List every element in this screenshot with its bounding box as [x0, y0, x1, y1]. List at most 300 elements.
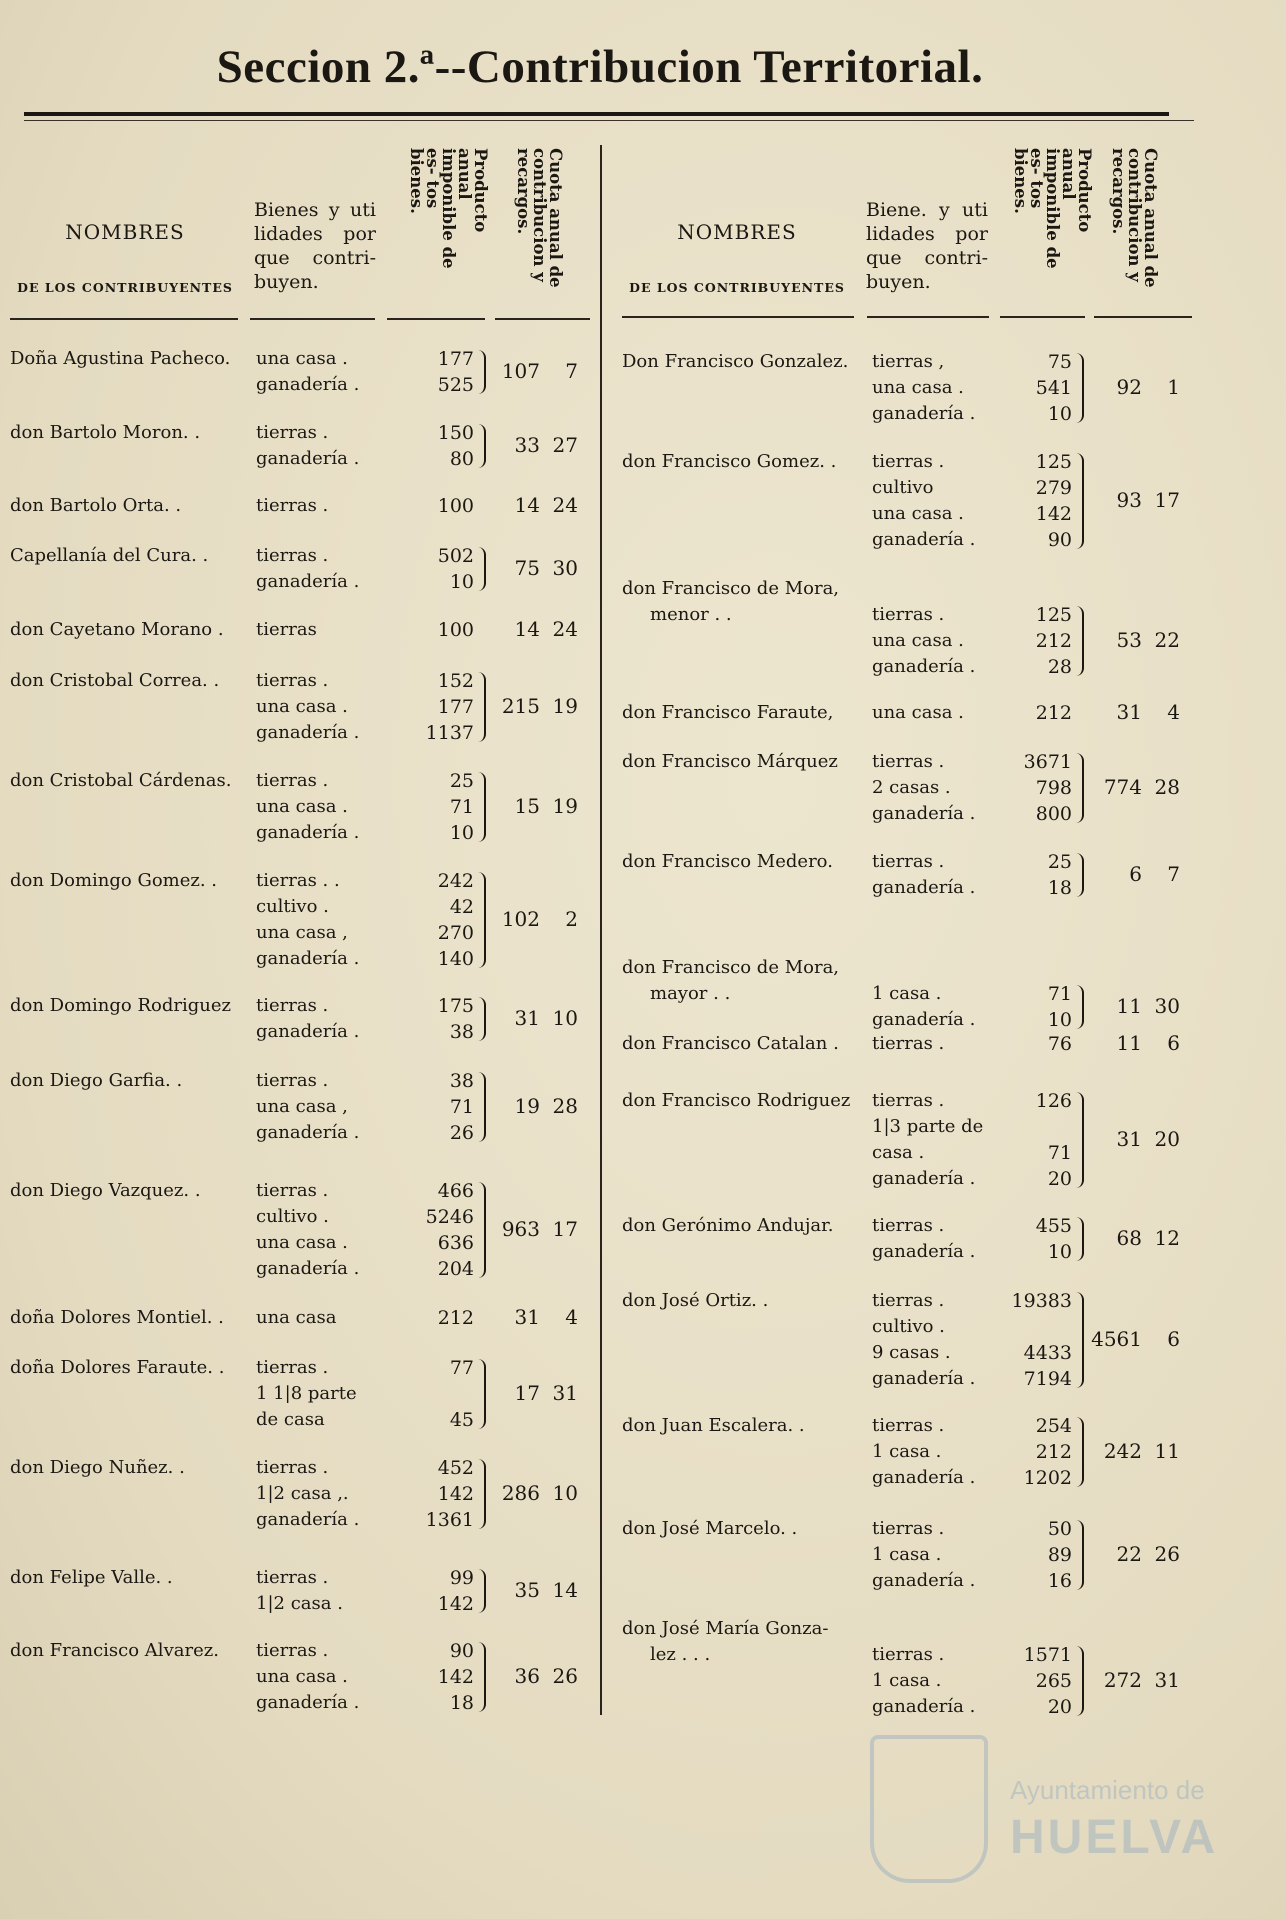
product-value: 10	[1047, 1009, 1072, 1031]
product-value: 212	[1035, 1441, 1072, 1463]
page-title: Seccion 2.ª--Contribucion Territorial.	[216, 41, 984, 93]
property-item: tierras .	[256, 1567, 329, 1588]
annual-quota	[478, 1006, 578, 1030]
watermark-line2: HUELVA	[1010, 1811, 1219, 1864]
annual-quota	[478, 1305, 578, 1329]
property-list	[256, 543, 359, 595]
contributor-name: don Francisco Márquez	[622, 751, 838, 772]
product-value: 152	[437, 670, 474, 692]
header-contribuyentes: DE LOS CONTRIBUYENTES	[629, 280, 845, 295]
product-value: 140	[437, 948, 474, 970]
coat-of-arms-icon	[870, 1735, 988, 1883]
product-value: 525	[437, 374, 474, 396]
quota-pesos: 53	[1116, 628, 1142, 652]
product-value: 466	[437, 1180, 474, 1202]
product-values	[404, 1638, 474, 1716]
property-item: cultivo .	[872, 1316, 945, 1337]
quota-reales: 31	[1154, 1668, 1180, 1692]
quota-reales: 19	[552, 794, 578, 818]
quota-reales: 7	[1167, 862, 1180, 886]
product-value: 71	[449, 1096, 474, 1118]
property-list	[872, 1288, 975, 1392]
quota-pesos: 102	[501, 907, 540, 931]
quota-pesos: 6	[1129, 862, 1142, 886]
product-value: 5246	[425, 1206, 474, 1228]
product-values	[404, 420, 474, 472]
property-list	[256, 1565, 343, 1617]
header-underline	[622, 316, 854, 318]
annual-quota	[1080, 1226, 1180, 1250]
product-value: 1571	[1023, 1644, 1072, 1666]
product-values	[404, 1355, 474, 1433]
quota-reales: 20	[1154, 1127, 1180, 1151]
property-item: ganadería .	[256, 948, 360, 969]
property-item: 9 casas .	[872, 1342, 951, 1363]
property-item: cultivo .	[256, 1206, 329, 1227]
annual-quota	[478, 907, 578, 931]
property-item: cultivo .	[256, 896, 329, 917]
product-value: 541	[1035, 377, 1072, 399]
product-values	[1002, 1088, 1072, 1192]
product-value: 800	[1035, 803, 1072, 825]
property-list	[872, 1642, 975, 1720]
contributor-name: don Francisco Rodriguez	[622, 1090, 851, 1111]
contributor-name: don Francisco Catalan .	[622, 1033, 839, 1054]
quota-pesos: 22	[1116, 1542, 1142, 1566]
watermark	[870, 1725, 1219, 1915]
property-item: ganadería .	[256, 448, 360, 469]
header-bienes: Bienes y uti lidades por que contri- buyen.	[254, 199, 376, 293]
product-values	[1002, 1516, 1072, 1594]
property-item: tierras .	[256, 1357, 329, 1378]
product-value: 90	[449, 1640, 474, 1662]
annual-quota	[478, 1094, 578, 1118]
header-underline	[1000, 316, 1085, 318]
contributor-name-cont: lez . . .	[650, 1644, 711, 1665]
quota-pesos: 19	[514, 1094, 540, 1118]
quota-pesos: 11	[1116, 1031, 1142, 1055]
quota-reales: 6	[1167, 1327, 1180, 1351]
quota-reales: 28	[1154, 775, 1180, 799]
quota-pesos: 215	[501, 694, 540, 718]
contributor-name: Capellanía del Cura. .	[10, 545, 209, 566]
product-values	[404, 1305, 474, 1331]
property-item: ganadería .	[872, 656, 976, 677]
property-list	[256, 1178, 359, 1282]
property-item: ganadería .	[256, 374, 360, 395]
property-item: ganadería .	[256, 722, 360, 743]
property-list	[256, 993, 359, 1045]
property-item: 1 casa .	[872, 983, 942, 1004]
product-value: 142	[437, 1666, 474, 1688]
quota-pesos: 242	[1103, 1439, 1142, 1463]
property-item: ganadería .	[872, 803, 976, 824]
quota-pesos: 4561	[1091, 1327, 1142, 1351]
property-list	[872, 349, 975, 427]
contributor-name: don José María Gonza-	[622, 1618, 829, 1639]
quota-pesos: 75	[514, 556, 540, 580]
product-values	[404, 1565, 474, 1617]
quota-reales: 14	[552, 1578, 578, 1602]
property-list	[872, 1031, 944, 1057]
property-item: tierras .	[872, 1090, 945, 1111]
property-item: tierras .	[256, 495, 329, 516]
header-underline	[867, 316, 989, 318]
property-item: 1 casa .	[872, 1544, 942, 1565]
property-list	[256, 1305, 336, 1331]
product-value: 142	[1035, 503, 1072, 525]
annual-quota	[1080, 862, 1180, 886]
property-item: tierras .	[256, 422, 329, 443]
product-value: 125	[1035, 451, 1072, 473]
quota-pesos: 31	[514, 1305, 540, 1329]
product-value: 100	[437, 619, 474, 641]
header-producto-cell	[407, 148, 490, 308]
quota-reales: 1	[1167, 375, 1180, 399]
product-value: 42	[449, 896, 474, 918]
product-value: 18	[449, 1692, 474, 1714]
contributor-name: don Diego Nuñez. .	[10, 1457, 185, 1478]
property-item: una casa .	[872, 377, 964, 398]
product-values	[404, 1068, 474, 1146]
quota-reales: 10	[552, 1006, 578, 1030]
annual-quota	[478, 1381, 578, 1405]
product-value: 455	[1035, 1215, 1072, 1237]
quota-pesos: 14	[514, 617, 540, 641]
quota-reales: 24	[552, 493, 578, 517]
header-contribuyentes: DE LOS CONTRIBUYENTES	[17, 280, 233, 295]
annual-quota	[1080, 1031, 1180, 1055]
product-value: 254	[1035, 1415, 1072, 1437]
product-values	[1002, 1413, 1072, 1491]
product-value: 150	[437, 422, 474, 444]
product-value: 71	[449, 796, 474, 818]
contributor-name: doña Dolores Montiel. .	[10, 1307, 224, 1328]
property-item: ganadería .	[872, 1368, 976, 1389]
contributor-name: don Bartolo Moron. .	[10, 422, 201, 443]
header-producto: Producto anual imponible de es- tos bienes.	[407, 148, 490, 269]
right-header	[622, 140, 1202, 320]
quota-pesos: 31	[1116, 700, 1142, 724]
header-underline	[1094, 316, 1192, 318]
quota-reales: 17	[1154, 488, 1180, 512]
product-values	[1002, 602, 1072, 680]
header-cuota: Cuota anual de contribucion y recargos.	[514, 148, 565, 288]
property-list	[872, 849, 975, 901]
product-value: 28	[1047, 656, 1072, 678]
quota-pesos: 31	[514, 1006, 540, 1030]
quota-pesos: 272	[1103, 1668, 1142, 1692]
quota-pesos: 35	[514, 1578, 540, 1602]
property-item: una casa .	[872, 702, 964, 723]
product-value: 75	[1047, 351, 1072, 373]
product-value: 10	[1047, 403, 1072, 425]
header-nombres: NOMBRES	[65, 220, 185, 244]
quota-reales: 30	[552, 556, 578, 580]
product-value: 142	[437, 1593, 474, 1615]
product-values	[1002, 1213, 1072, 1265]
title-rule-thin	[24, 120, 1194, 121]
product-values	[1002, 1031, 1072, 1057]
annual-quota	[1080, 775, 1180, 799]
product-value: 16	[1047, 1570, 1072, 1592]
property-item: tierras . .	[256, 870, 340, 891]
property-list	[256, 1638, 359, 1716]
product-value: 77	[449, 1357, 474, 1379]
product-values	[404, 493, 474, 519]
quota-reales: 4	[1167, 700, 1180, 724]
product-value: 212	[1035, 702, 1072, 724]
property-item: tierras .	[872, 1215, 945, 1236]
property-item: ganadería .	[872, 1241, 976, 1262]
property-item: tierras .	[872, 604, 945, 625]
product-values	[404, 668, 474, 746]
quota-reales: 7	[565, 359, 578, 383]
contributor-name: don Francisco de Mora,	[622, 578, 840, 599]
annual-quota	[1080, 1127, 1180, 1151]
property-item: una casa .	[256, 1666, 348, 1687]
property-list	[872, 749, 975, 827]
contributor-name: Doña Agustina Pacheco.	[10, 348, 231, 369]
product-value	[1002, 1314, 1072, 1340]
product-value: 18	[1047, 877, 1072, 899]
quota-reales: 2	[565, 907, 578, 931]
property-list	[872, 1213, 975, 1265]
product-value: 100	[437, 495, 474, 517]
product-values	[1002, 981, 1072, 1033]
product-value: 177	[437, 348, 474, 370]
quota-pesos: 963	[501, 1217, 540, 1241]
annual-quota	[1080, 700, 1180, 724]
property-item: tierras .	[256, 545, 329, 566]
property-item: de casa	[256, 1409, 325, 1430]
product-value	[404, 1381, 474, 1407]
contributor-name: don Domingo Rodriguez	[10, 995, 231, 1016]
property-item: 1 1|8 parte	[256, 1383, 357, 1404]
product-value: 175	[437, 995, 474, 1017]
quota-reales: 26	[552, 1664, 578, 1688]
quota-pesos: 17	[514, 1381, 540, 1405]
product-value: 177	[437, 696, 474, 718]
product-value: 7194	[1023, 1368, 1072, 1390]
product-value: 212	[437, 1307, 474, 1329]
property-item: tierras .	[872, 1644, 945, 1665]
property-item: una casa ,	[256, 922, 348, 943]
product-value: 99	[449, 1567, 474, 1589]
property-item: una casa .	[256, 796, 348, 817]
product-value: 212	[1035, 630, 1072, 652]
annual-quota	[1080, 1668, 1180, 1692]
header-underline	[10, 318, 238, 320]
contributor-name: don Felipe Valle. .	[10, 1567, 173, 1588]
product-values	[404, 617, 474, 643]
property-list	[256, 1455, 359, 1533]
header-nombres: NOMBRES	[677, 220, 797, 244]
property-item: ganadería .	[872, 403, 976, 424]
property-list	[256, 1355, 357, 1433]
product-values	[1002, 449, 1072, 553]
product-values	[404, 346, 474, 398]
annual-quota	[478, 1664, 578, 1688]
property-item: tierras .	[872, 451, 945, 472]
contributor-name: don José Marcelo. .	[622, 1518, 798, 1539]
contributor-name: don Francisco Faraute,	[622, 702, 834, 723]
product-value: 1361	[425, 1509, 474, 1531]
property-list	[872, 602, 975, 680]
product-value: 3671	[1023, 751, 1072, 773]
product-values	[404, 768, 474, 846]
contributor-name: don Domingo Gomez. .	[10, 870, 218, 891]
product-values	[404, 993, 474, 1045]
property-list	[872, 700, 964, 726]
quota-pesos: 68	[1116, 1226, 1142, 1250]
property-item: una casa	[256, 1307, 337, 1328]
property-item: ganadería .	[872, 877, 976, 898]
property-item: 2 casas .	[872, 777, 951, 798]
product-value: 798	[1035, 777, 1072, 799]
property-item: 1 casa .	[872, 1441, 942, 1462]
contributor-name: don Diego Garfia. .	[10, 1070, 183, 1091]
annual-quota	[478, 694, 578, 718]
contributor-name: don Francisco de Mora,	[622, 957, 840, 978]
property-list	[256, 493, 328, 519]
annual-quota	[478, 1578, 578, 1602]
contributor-name: don Juan Escalera. .	[622, 1415, 805, 1436]
product-value: 10	[1047, 1241, 1072, 1263]
property-item: 1|2 casa ,.	[256, 1483, 349, 1504]
product-value: 142	[437, 1483, 474, 1505]
annual-quota	[478, 359, 578, 383]
product-value: 126	[1035, 1090, 1072, 1112]
contributor-name: doña Dolores Faraute. .	[10, 1357, 225, 1378]
property-item: ganadería .	[256, 1122, 360, 1143]
product-value: 76	[1047, 1033, 1072, 1055]
header-producto-cell	[1011, 148, 1094, 308]
property-item: una casa .	[256, 1232, 348, 1253]
quota-reales: 12	[1154, 1226, 1180, 1250]
product-value: 204	[437, 1258, 474, 1280]
property-item: cultivo	[872, 477, 934, 498]
property-item: tierras .	[256, 1180, 329, 1201]
property-list	[256, 617, 317, 643]
property-item: tierras .	[256, 995, 329, 1016]
product-values	[404, 1455, 474, 1533]
quota-reales: 22	[1154, 628, 1180, 652]
contributor-name: don Bartolo Orta. .	[10, 495, 182, 516]
product-value: 38	[449, 1021, 474, 1043]
header-cuota-cell	[1109, 148, 1160, 308]
product-values	[1002, 700, 1072, 726]
left-header	[10, 140, 595, 320]
property-item: tierras .	[872, 1518, 945, 1539]
header-underline	[495, 318, 590, 320]
product-values	[1002, 1642, 1072, 1720]
product-value: 20	[1047, 1696, 1072, 1718]
quota-pesos: 15	[514, 794, 540, 818]
annual-quota	[478, 433, 578, 457]
product-value: 80	[449, 448, 474, 470]
property-item: una casa .	[872, 630, 964, 651]
property-item: 1|2 casa .	[256, 1593, 343, 1614]
property-item: 1|3 parte de	[872, 1116, 984, 1137]
product-value: 71	[1047, 1142, 1072, 1164]
annual-quota	[1080, 1542, 1180, 1566]
quota-pesos: 92	[1116, 375, 1142, 399]
property-list	[872, 1413, 975, 1491]
product-values	[1002, 749, 1072, 827]
property-list	[256, 768, 359, 846]
property-item: ganadería .	[872, 529, 976, 550]
column-divider	[600, 145, 602, 1715]
property-item: tierras .	[256, 770, 329, 791]
quota-reales: 27	[552, 433, 578, 457]
contributor-name: don Francisco Alvarez.	[10, 1640, 219, 1661]
annual-quota	[478, 794, 578, 818]
product-value: 50	[1047, 1518, 1072, 1540]
product-value: 90	[1047, 529, 1072, 551]
header-cuota-cell	[514, 148, 565, 308]
property-item: 1 casa .	[872, 1670, 942, 1691]
property-item: ganadería .	[256, 1021, 360, 1042]
property-item: tierras	[256, 619, 317, 640]
quota-reales: 24	[552, 617, 578, 641]
header-underline	[387, 318, 485, 320]
product-values	[1002, 349, 1072, 427]
product-value: 502	[437, 545, 474, 567]
property-item: tierras .	[872, 851, 945, 872]
annual-quota	[1080, 375, 1180, 399]
product-value: 26	[449, 1122, 474, 1144]
product-value: 10	[449, 822, 474, 844]
annual-quota	[478, 1481, 578, 1505]
annual-quota	[478, 1217, 578, 1241]
property-item: ganadería .	[872, 1570, 976, 1591]
property-item: tierras .	[872, 1415, 945, 1436]
property-item: ganadería .	[872, 1009, 976, 1030]
property-item: ganadería .	[256, 1258, 360, 1279]
property-item: una casa .	[872, 503, 964, 524]
quota-reales: 6	[1167, 1031, 1180, 1055]
product-value: 38	[449, 1070, 474, 1092]
quota-pesos: 14	[514, 493, 540, 517]
contributor-name: don Francisco Gomez. .	[622, 451, 837, 472]
product-value: 25	[1047, 851, 1072, 873]
quota-reales: 31	[552, 1381, 578, 1405]
property-list	[256, 868, 359, 972]
property-list	[872, 449, 975, 553]
header-producto: Producto anual imponible de es- tos bienes.	[1011, 148, 1094, 269]
quota-pesos: 31	[1116, 1127, 1142, 1151]
quota-reales: 11	[1154, 1439, 1180, 1463]
property-item: ganadería .	[872, 1467, 976, 1488]
property-item: tierras .	[872, 751, 945, 772]
product-value: 265	[1035, 1670, 1072, 1692]
product-values	[404, 868, 474, 972]
product-value: 20	[1047, 1168, 1072, 1190]
property-item: ganadería .	[256, 1509, 360, 1530]
property-item: ganadería .	[872, 1696, 976, 1717]
property-list	[872, 981, 975, 1033]
property-item: ganadería .	[872, 1168, 976, 1189]
product-values	[404, 1178, 474, 1282]
quota-pesos: 36	[514, 1664, 540, 1688]
property-list	[256, 420, 359, 472]
quota-reales: 26	[1154, 1542, 1180, 1566]
contributor-name: don Cristobal Correa. .	[10, 670, 220, 691]
header-bienes: Biene. y uti lidades por que contri- buyen.	[866, 199, 988, 293]
contributor-name-cont: menor . .	[650, 604, 732, 625]
quota-reales: 19	[552, 694, 578, 718]
